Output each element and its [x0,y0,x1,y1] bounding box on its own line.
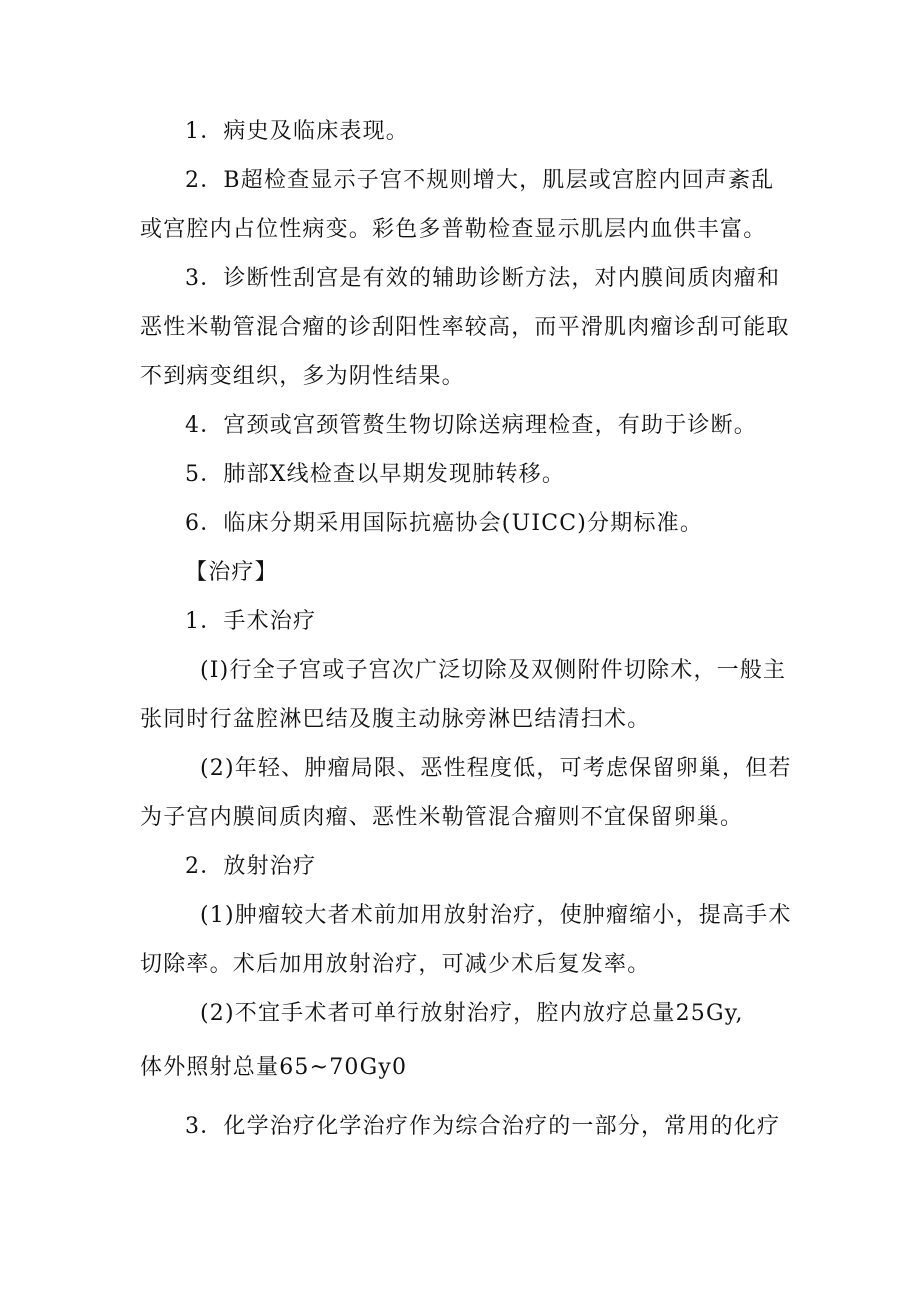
treatment-item-1-2-continued: 为子宫内膜间质肉瘤、恶性米勒管混合瘤则不宜保留卵巢。 [140,805,744,830]
treatment-item-2-2-continued: 体外照射总量65~70Gy0 [140,1055,408,1080]
diagnosis-item-3-continued-2: 不到病变组织，多为阴性结果。 [140,364,465,389]
diagnosis-item-4: 4．宫颈或宫颈管赘生物切除送病理检查，有助于诊断。 [185,413,757,438]
diagnosis-item-6: 6．临床分期采用国际抗癌协会(UICC)分期标准。 [185,511,704,536]
treatment-item-1-heading: 1．手术治疗 [185,609,317,634]
diagnosis-item-5: 5．肺部X线检查以早期发现肺转移。 [185,462,566,487]
diagnosis-item-2-continued: 或宫腔内占位性病变。彩色多普勒检查显示肌层内血供丰富。 [140,217,767,242]
treatment-item-2-heading: 2．放射治疗 [185,854,317,879]
diagnosis-item-1: 1．病史及临床表现。 [185,119,409,144]
diagnosis-item-2: 2．B超检查显示子宫不规则增大，肌层或宫腔内回声紊乱 [185,168,775,193]
treatment-item-2-1: (1)肿瘤较大者术前加用放射治疗，使肿瘤缩小，提高手术 [200,903,792,928]
section-heading-treatment: 【治疗】 [185,560,278,585]
treatment-item-3: 3．化学治疗化学治疗作为综合治疗的一部分，常用的化疗 [185,1114,781,1139]
treatment-item-1-2: (2)年轻、肿瘤局限、恶性程度低，可考虑保留卵巢，但若 [200,756,792,781]
treatment-item-2-2: (2)不宜手术者可单行放射治疗，腔内放疗总量25Gy, [200,1001,744,1026]
treatment-item-1-1: (I)行全子宫或子宫次广泛切除及双侧附件切除术，一般主 [200,658,787,683]
diagnosis-item-3-continued: 恶性米勒管混合瘤的诊刮阳性率较高，而平滑肌肉瘤诊刮可能取 [140,315,790,340]
treatment-item-2-1-continued: 切除率。术后加用放射治疗，可减少术后复发率。 [140,952,651,977]
diagnosis-item-3: 3．诊断性刮宫是有效的辅助诊断方法，对内膜间质肉瘤和 [185,266,781,291]
treatment-item-1-1-continued: 张同时行盆腔淋巴结及腹主动脉旁淋巴结清扫术。 [140,707,651,732]
